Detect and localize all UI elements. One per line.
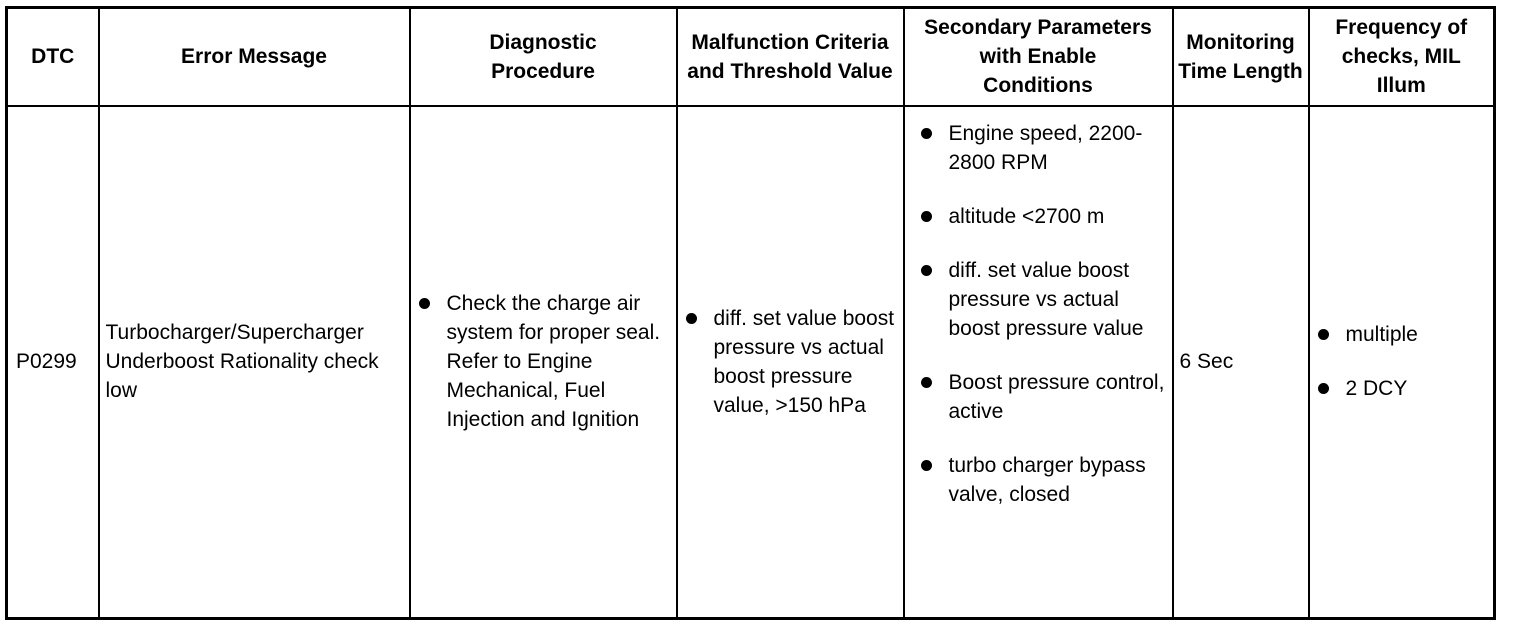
list-item: Engine speed, 2200-2800 RPM (919, 119, 1168, 177)
cell-malfunction-criteria (677, 106, 904, 619)
table-row (7, 106, 1495, 619)
list-item: Boost pressure control, active (919, 368, 1168, 426)
cell-secondary-parameters (904, 106, 1173, 619)
cell-dtc: P0299 (7, 106, 99, 619)
dtc-table (5, 6, 1496, 620)
frequency-list (1316, 320, 1490, 403)
list-item: diff. set value boost pressure vs actual boost pressure value, >150 hPa (684, 304, 899, 420)
procedure-list (417, 289, 672, 434)
header-frequency: Frequency of checks, MIL Illum (1309, 8, 1495, 106)
header-dtc: DTC (7, 8, 99, 106)
header-secondary-parameters: Secondary Parameters with Enable Conditions (904, 8, 1173, 106)
cell-diagnostic-procedure (410, 106, 677, 619)
header-malfunction-criteria: Malfunction Criteria and Threshold Value (677, 8, 904, 106)
list-item: altitude <2700 m (919, 202, 1168, 231)
header-diagnostic-procedure: Diagnostic Procedure (410, 8, 677, 106)
header-error-message: Error Message (99, 8, 410, 106)
cell-monitoring-time: 6 Sec (1173, 106, 1309, 619)
header-row (7, 8, 1495, 106)
criteria-list (684, 304, 899, 420)
header-monitoring-time: Monitoring Time Length (1173, 8, 1309, 106)
list-item: multiple (1316, 320, 1490, 349)
cell-frequency (1309, 106, 1495, 619)
list-item: turbo charger bypass valve, closed (919, 451, 1168, 509)
conditions-list (919, 119, 1168, 509)
list-item: diff. set value boost pressure vs actual boost pressure value (919, 256, 1168, 343)
list-item: Check the charge air system for proper seal. Refer to Engine Mechanical, Fuel Injection and Ignition (417, 289, 672, 434)
cell-error-message: Turbocharger/Supercharger Underboost Rationality check low (99, 106, 410, 619)
list-item: 2 DCY (1316, 374, 1490, 403)
